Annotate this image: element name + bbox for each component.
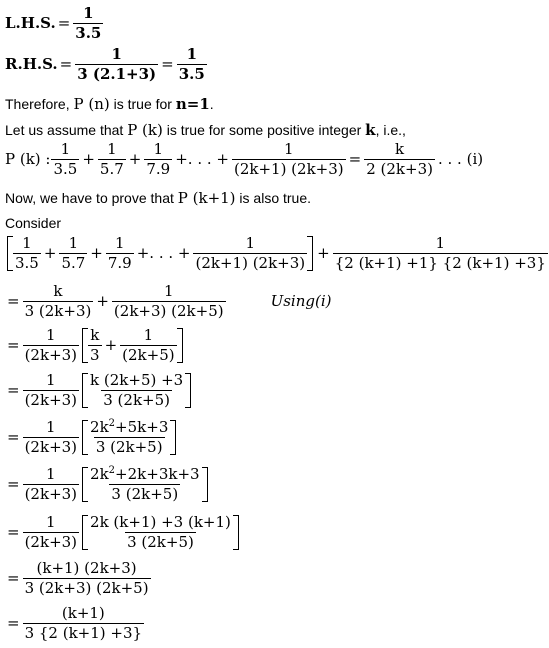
equals-sign: = (7, 381, 20, 399)
text: , i.e., (375, 122, 406, 138)
denominator: 3 (2k+5) (127, 533, 194, 551)
equals-sign: = (161, 55, 174, 73)
fraction (23, 606, 145, 641)
numerator: 1 (153, 140, 164, 158)
numerator: 1 (46, 326, 56, 344)
denominator: (2k+5) (122, 346, 175, 364)
equals-sign: = (7, 569, 20, 587)
term: 2k (90, 465, 109, 483)
denominator: 3 (2k+5) (103, 391, 170, 409)
denominator: 3.5 (178, 65, 205, 83)
term-general (232, 142, 346, 177)
step-7 (5, 561, 152, 596)
denominator: (2k+3) (24, 438, 78, 456)
numerator: 1 (83, 4, 94, 22)
math-n1: n=1 (175, 95, 210, 113)
bracket-group (82, 328, 183, 363)
math-pn: P (n) (73, 95, 110, 113)
step-2 (5, 328, 185, 363)
numerator (88, 420, 170, 437)
equals-sign: = (7, 428, 20, 446)
denominator: {2 (k+1) +1} {2 (k+1) +3} (334, 254, 546, 272)
denominator: 3 (2k+5) (111, 485, 179, 503)
equals-sign: = (57, 14, 71, 32)
numerator: 1 (22, 234, 32, 252)
denominator: 3 (90, 346, 100, 364)
numerator: 1 (46, 418, 56, 436)
term-3 (144, 142, 172, 177)
rhs-fraction-1 (75, 47, 158, 82)
term: +5k+3 (115, 418, 169, 436)
denominator: 3 (2k+3) (24, 302, 92, 320)
denominator: 7.9 (107, 254, 132, 272)
term-general (193, 236, 307, 271)
numerator: 1 (163, 282, 174, 300)
numerator: 1 (107, 140, 117, 158)
using-note: Using(i) (270, 292, 332, 310)
text: is also true. (235, 190, 312, 206)
step-6 (5, 515, 241, 550)
result-fraction (364, 142, 435, 177)
term-next (333, 236, 548, 271)
numerator: 1 (115, 234, 125, 252)
math-k: k (365, 121, 376, 139)
denominator: 3 (2k+5) (95, 438, 163, 456)
term-1 (13, 236, 41, 271)
numerator: (k+1) (2k+3) (36, 559, 137, 577)
numerator (88, 467, 202, 484)
term-2 (98, 142, 126, 177)
text: Therefore, (5, 96, 74, 112)
math-pk: P (k) (127, 121, 163, 139)
numerator: 1 (245, 234, 256, 252)
step-4 (5, 420, 178, 455)
denominator: (2k+3) (24, 391, 78, 409)
denominator: 3 (2k+3) (2k+5) (24, 579, 149, 597)
plus-sign: + (128, 150, 142, 168)
exponent: 2 (108, 418, 116, 429)
equals-sign: = (7, 292, 20, 310)
term-3 (106, 236, 134, 271)
lhs-fraction (73, 6, 103, 41)
rhs-line (5, 47, 208, 82)
rhs-fraction-2 (177, 47, 207, 82)
fraction-b (88, 373, 185, 408)
step-8 (5, 606, 145, 641)
ellipsis: +. . . + (136, 244, 191, 262)
text: Let us assume that (5, 122, 128, 138)
numerator: k (53, 282, 63, 300)
fraction-b (88, 328, 102, 363)
step-5 (5, 467, 210, 502)
bracket-group (82, 515, 239, 550)
denominator: 3.5 (15, 254, 39, 272)
denominator: 2 (2k+3) (366, 160, 433, 178)
term: 2k (90, 418, 109, 436)
numerator: 1 (68, 234, 79, 252)
denominator: (2k+3) (2k+5) (113, 302, 224, 320)
equals-sign: = (7, 523, 20, 541)
denominator: (2k+1) (2k+3) (233, 160, 344, 178)
equation-tag: . . . (i) (437, 150, 484, 168)
therefore-line (5, 95, 214, 113)
fraction-a (23, 515, 79, 550)
fraction-b (88, 467, 202, 502)
induction-sum (5, 236, 549, 271)
lhs-label: L.H.S. (5, 14, 56, 32)
denominator: 3.5 (75, 24, 102, 42)
plus-sign: + (104, 336, 118, 354)
fraction-c (120, 328, 176, 363)
denominator: 7.9 (146, 160, 171, 178)
now-line (5, 189, 311, 207)
term-1 (51, 142, 79, 177)
text: . (209, 96, 214, 112)
denominator: 3.5 (53, 160, 78, 178)
step-3 (5, 373, 193, 408)
fraction-a (23, 420, 79, 455)
bracket-group (7, 236, 313, 271)
denominator: 5.7 (99, 160, 124, 178)
numerator: 1 (111, 45, 122, 63)
bracket-group (82, 373, 191, 408)
fraction-a (23, 373, 79, 408)
equals-sign: = (7, 336, 20, 354)
text: is true for some positive integer (162, 122, 366, 138)
fraction-b (112, 284, 226, 319)
text: Now, we have to prove that (5, 190, 178, 206)
fraction-b (88, 515, 233, 550)
denominator: 3 {2 (k+1) +3} (24, 624, 143, 642)
denominator: (2k+3) (24, 485, 78, 503)
denominator: 3 (2.1+3) (77, 65, 157, 83)
numerator: 1 (46, 465, 56, 483)
plus-sign: + (43, 244, 57, 262)
plus-sign: + (82, 150, 95, 168)
term: +2k+3k+3 (115, 465, 200, 483)
math-pk1: P (k+1) (177, 189, 236, 207)
exponent: 2 (108, 465, 116, 476)
pk-equation (5, 142, 485, 177)
numerator: 1 (186, 45, 197, 63)
numerator: 1 (143, 326, 154, 344)
numerator: 1 (284, 140, 294, 158)
pk-label: P (k) : (5, 150, 51, 168)
plus-sign: + (317, 244, 330, 262)
fraction (23, 561, 151, 596)
rhs-label: R.H.S. (5, 55, 58, 73)
numerator: (k+1) (61, 604, 105, 622)
numerator: 1 (46, 513, 56, 531)
numerator: 1 (435, 234, 446, 252)
denominator: (2k+1) (2k+3) (195, 254, 306, 272)
numerator: 1 (46, 371, 56, 389)
term-2 (59, 236, 87, 271)
fraction-b (88, 420, 170, 455)
fraction-a (23, 467, 79, 502)
numerator: k (2k+5) +3 (90, 371, 184, 389)
bracket-group (82, 420, 176, 455)
equals-sign: = (348, 150, 362, 168)
ellipsis: +. . . + (175, 150, 229, 168)
equals-sign: = (7, 475, 20, 493)
denominator: (2k+3) (24, 346, 78, 364)
fraction-a (23, 284, 94, 319)
plus-sign: + (96, 292, 109, 310)
assume-line (5, 121, 406, 139)
numerator: 2k (k+1) +3 (k+1) (90, 513, 231, 531)
numerator: k (90, 326, 100, 344)
denominator: 5.7 (61, 254, 86, 272)
equals-sign: = (7, 614, 20, 632)
bracket-group (82, 467, 208, 502)
plus-sign: + (90, 244, 103, 262)
numerator: k (395, 140, 405, 158)
text: is true for (109, 96, 176, 112)
step-1 (5, 284, 332, 319)
equals-sign: = (59, 55, 73, 73)
denominator: (2k+3) (24, 533, 78, 551)
numerator: 1 (60, 140, 71, 158)
consider-label: Consider (5, 215, 62, 231)
fraction-a (23, 328, 79, 363)
lhs-line (5, 6, 104, 41)
